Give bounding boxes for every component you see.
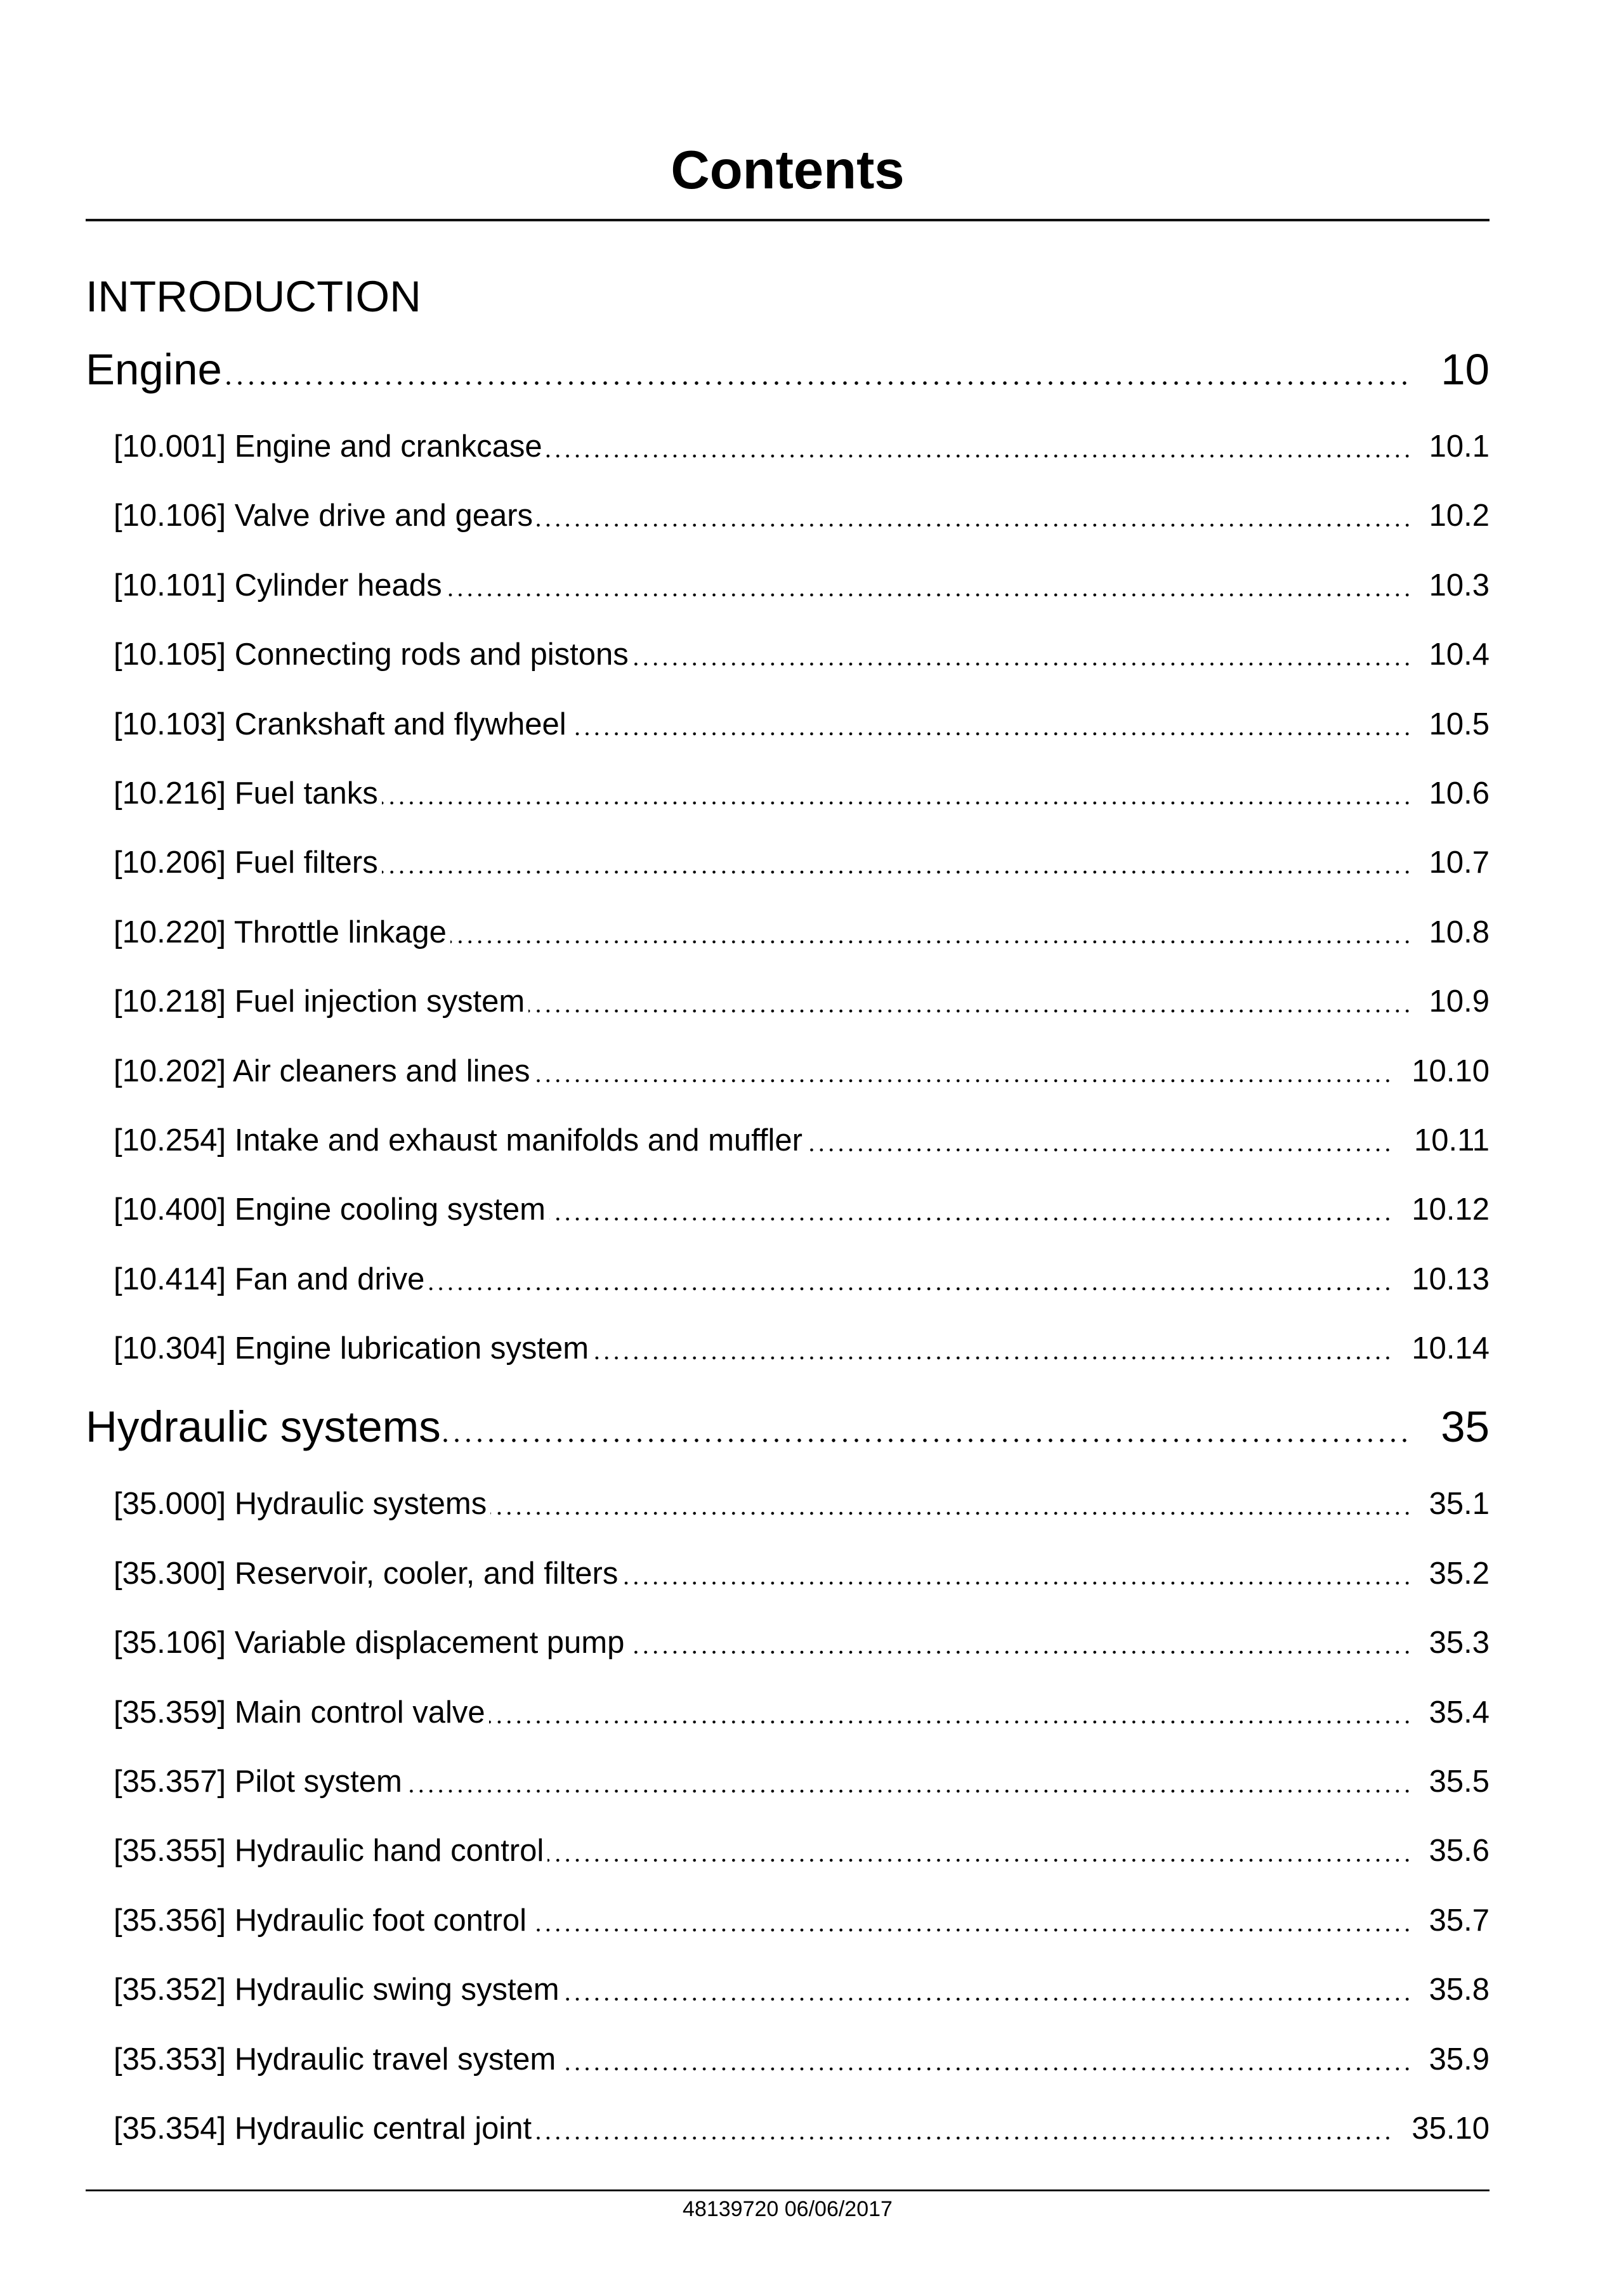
toc-section-page-number: 35 <box>1411 1388 1490 1466</box>
toc-section-page-number: 10 <box>1411 331 1490 408</box>
toc-entry <box>114 1817 1490 1886</box>
toc-entry <box>114 412 1490 481</box>
toc-entry-label: [10.106] Valve drive and gears <box>114 481 537 551</box>
toc-entry-page-number: 10.12 <box>1392 1175 1490 1244</box>
toc-entry <box>114 967 1490 1036</box>
toc-entry-label: [35.353] Hydraulic travel system <box>114 2025 560 2094</box>
toc-entry <box>114 481 1490 551</box>
toc-section-title: Engine <box>86 331 225 408</box>
toc-entry-label: [35.000] Hydraulic systems <box>114 1470 490 1539</box>
toc-entry-label: [10.400] Engine cooling system <box>114 1175 549 1244</box>
toc-entry-label: [10.220] Throttle linkage <box>114 898 450 967</box>
page-footer: 48139720 06/06/2017 <box>683 2197 893 2221</box>
toc-entry-label: [10.103] Crankshaft and flywheel <box>114 690 570 759</box>
toc-entry-page-number: 35.4 <box>1410 1678 1490 1747</box>
toc-entry <box>114 898 1490 967</box>
toc-entry-label: [35.300] Reservoir, cooler, and filters <box>114 1539 622 1608</box>
toc-entry-label: [10.202] Air cleaners and lines <box>114 1037 534 1106</box>
toc-entry <box>114 1678 1490 1747</box>
toc-entry-page-number: 35.10 <box>1392 2094 1490 2163</box>
toc-entry <box>114 1747 1490 1817</box>
toc-entry-list <box>86 1470 1490 2163</box>
toc-entry-label: [10.254] Intake and exhaust manifolds and muffler <box>114 1106 806 1175</box>
toc-entry-page-number: 35.1 <box>1410 1470 1490 1539</box>
toc-entry <box>114 759 1490 828</box>
toc-entry <box>114 828 1490 897</box>
toc-entry <box>114 1539 1490 1608</box>
toc-entry-label: [10.105] Connecting rods and pistons <box>114 620 632 689</box>
toc-entry-page-number: 10.5 <box>1410 690 1490 759</box>
toc-entry-page-number: 10.6 <box>1410 759 1490 828</box>
toc-entry <box>114 1037 1490 1106</box>
page-title: Contents <box>671 140 905 200</box>
toc-entry-page-number: 35.7 <box>1410 1886 1490 1955</box>
toc-entry-label: [10.218] Fuel injection system <box>114 967 528 1036</box>
footer-divider <box>86 2189 1490 2191</box>
toc-entry-page-number: 10.9 <box>1410 967 1490 1036</box>
toc-entry-label: [35.106] Variable displacement pump <box>114 1608 628 1678</box>
toc-entry <box>114 1470 1490 1539</box>
toc-entry-page-number: 10.8 <box>1410 898 1490 967</box>
toc-entry <box>114 2025 1490 2094</box>
toc-entry-page-number: 10.11 <box>1395 1106 1490 1175</box>
toc-entry <box>114 1608 1490 1678</box>
toc-entry-page-number: 10.3 <box>1410 551 1490 620</box>
toc-entry-label: [35.352] Hydraulic swing system <box>114 1955 563 2025</box>
toc-entry-label: [35.359] Main control valve <box>114 1678 489 1747</box>
toc-entry-page-number: 10.4 <box>1410 620 1490 689</box>
toc-entry <box>114 1245 1490 1314</box>
title-divider <box>86 219 1490 221</box>
toc-entry-page-number: 10.1 <box>1410 412 1490 481</box>
toc-entry <box>114 690 1490 759</box>
toc-entry <box>114 2094 1490 2163</box>
toc-entry-label: [10.304] Engine lubrication system <box>114 1314 593 1383</box>
toc-entry-label: [35.354] Hydraulic central joint <box>114 2094 535 2163</box>
toc-entry-page-number: 35.9 <box>1410 2025 1490 2094</box>
toc-entry-page-number: 10.14 <box>1392 1314 1490 1383</box>
toc-entry-page-number: 35.5 <box>1410 1747 1490 1817</box>
toc-section-engine <box>86 331 1490 408</box>
toc-entry-page-number: 35.2 <box>1410 1539 1490 1608</box>
toc-entry-page-number: 10.10 <box>1392 1037 1490 1106</box>
toc-entry <box>114 1175 1490 1244</box>
introduction-heading: INTRODUCTION <box>86 272 421 321</box>
toc-entry-label: [35.356] Hydraulic foot control <box>114 1886 530 1955</box>
toc-section-title: Hydraulic systems <box>86 1388 443 1466</box>
toc-entry-list <box>86 412 1490 1383</box>
toc-entry-label: [10.206] Fuel filters <box>114 828 382 897</box>
toc-section-hydraulic-systems <box>86 1388 1490 1466</box>
toc-entry <box>114 620 1490 689</box>
toc-entry-label: [10.216] Fuel tanks <box>114 759 382 828</box>
toc-entry <box>114 1314 1490 1383</box>
toc-entry-label: [35.357] Pilot system <box>114 1747 406 1817</box>
toc-entry-label: [10.414] Fan and drive <box>114 1245 428 1314</box>
toc-entry-label: [35.355] Hydraulic hand control <box>114 1817 547 1886</box>
toc-entry-page-number: 35.3 <box>1410 1608 1490 1678</box>
table-of-contents <box>86 331 1490 2163</box>
toc-entry <box>114 1886 1490 1955</box>
toc-entry-page-number: 10.13 <box>1392 1245 1490 1314</box>
toc-entry-page-number: 10.2 <box>1410 481 1490 551</box>
toc-entry <box>114 551 1490 620</box>
toc-entry <box>114 1955 1490 2025</box>
toc-entry-page-number: 35.8 <box>1410 1955 1490 2025</box>
toc-entry-page-number: 10.7 <box>1410 828 1490 897</box>
toc-entry-label: [10.101] Cylinder heads <box>114 551 446 620</box>
toc-entry <box>114 1106 1490 1175</box>
toc-entry-label: [10.001] Engine and crankcase <box>114 412 546 481</box>
toc-entry-page-number: 35.6 <box>1410 1817 1490 1886</box>
